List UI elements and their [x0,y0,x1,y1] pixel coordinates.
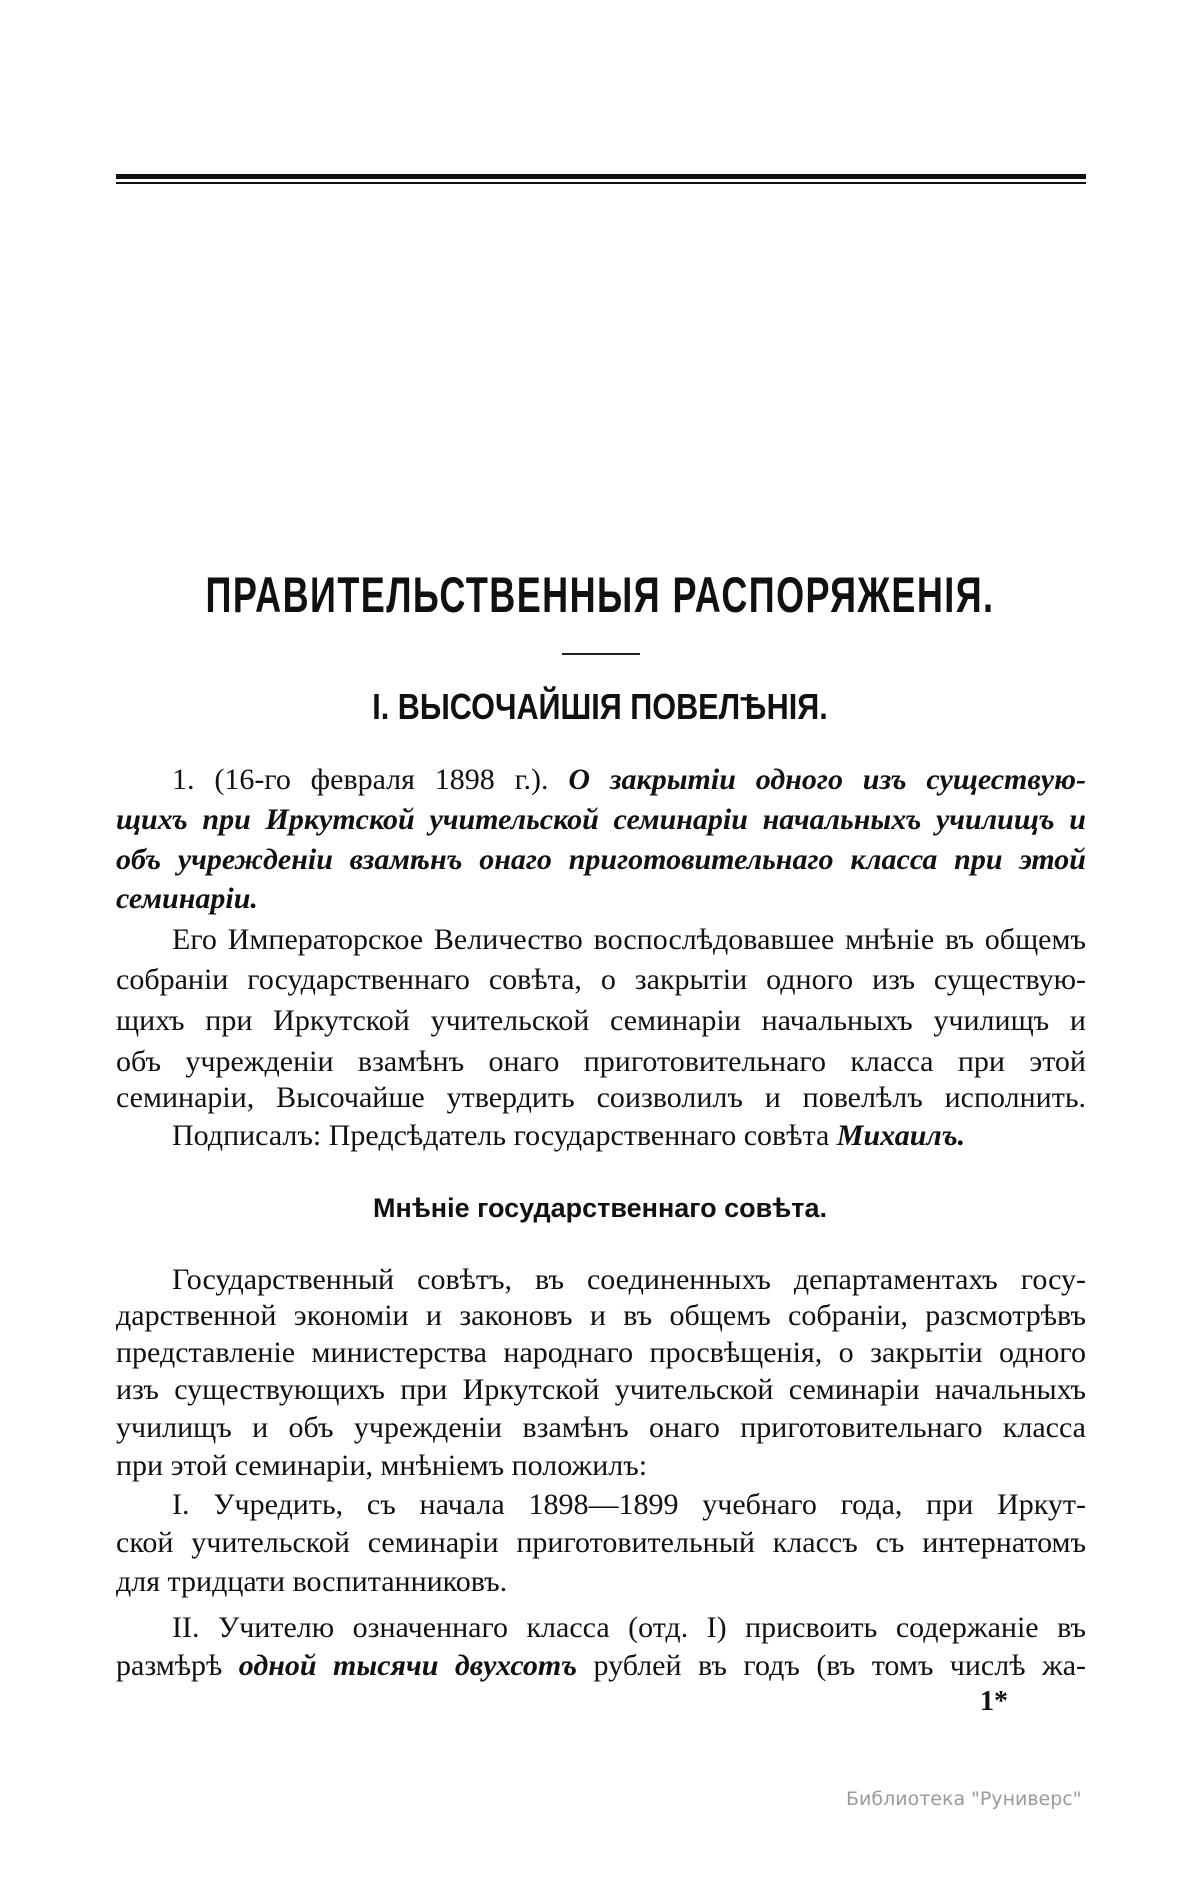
text-line [116,1564,1086,1600]
text-line [116,1648,1086,1684]
text-line [172,1118,1086,1154]
text-segment: Подписалъ: Предсѣдатель государственнаго совѣта [172,1119,837,1152]
text-segment: объ учрежденіи взамѣнъ онаго приготовительнаго класса при этой [116,1045,1086,1078]
text-segment: размѣрѣ [116,1649,239,1682]
text-segment: собраніи государственнаго совѣта, о закрытіи одного изъ существую- [116,963,1086,996]
text-line [116,1410,1086,1446]
text-line [172,922,1086,958]
text-line [116,1044,1086,1080]
italic-text: Михаилъ. [836,1119,966,1152]
text-segment: Его Императорское Величество воспослѣдовавшее мнѣніе въ общемъ [172,923,1086,956]
text-line [116,802,1086,838]
text-segment: дарственной экономіи и законовъ и въ общемъ собраніи, разсмотрѣвъ [116,1299,1086,1332]
text-segment: при этой семинаріи, мнѣніемъ положилъ: [116,1449,648,1482]
text-segment: ской учительской семинаріи приготовительный классъ съ интернатомъ [116,1526,1086,1559]
text-line [172,762,1086,798]
italic-text: объ учрежденіи взамѣнъ онаго приготовительнаго класса при этой [116,843,1086,876]
text-line [116,1525,1086,1561]
text-segment: I. Учредить, съ начала 1898—1899 учебнаго года, при Иркут- [172,1488,1086,1521]
page-title: ПРАВИТЕЛЬСТВЕННЫЯ РАСПОРЯЖЕНІЯ. [205,567,995,623]
text-line [116,1335,1086,1371]
text-line [116,1372,1086,1408]
italic-text: О закрытіи одного изъ существую- [568,763,1086,796]
italic-text: семинаріи. [116,882,258,915]
top-rule-thick [116,174,1086,179]
text-segment: щихъ при Иркутской учительской семинаріи начальныхъ училищъ и [116,1004,1086,1037]
text-line [116,1080,1086,1116]
text-segment: представленіе министерства народнаго просвѣщенія, о закрытіи одного [116,1336,1086,1369]
page-number: 1* [980,1686,1008,1717]
italic-text: одной тысячи двухсотъ [238,1649,578,1682]
text-line [116,1298,1086,1334]
text-segment: II. Учителю означеннаго класса (отд. I) присвоить содержаніе въ [172,1611,1086,1644]
text-line [172,1262,1086,1298]
text-segment: семинаріи, Высочайше утвердить соизволилъ и повелѣлъ исполнить. [116,1081,1086,1114]
subsection-heading: Мнѣніе государственнаго совѣта. [373,1193,827,1223]
text-segment: Государственный совѣтъ, въ соединенныхъ департаментахъ госу- [172,1263,1086,1296]
text-segment: для тридцати воспитанниковъ. [116,1565,508,1598]
text-segment: училищъ и объ учрежденіи взамѣнъ онаго приготовительнаго класса [116,1411,1086,1444]
section-heading: I. ВЫСОЧАЙШІЯ ПОВЕЛѢНІЯ. [372,686,828,727]
text-line [116,881,1086,917]
text-line [172,1487,1086,1523]
title-divider [562,653,640,655]
text-line [116,1003,1086,1039]
text-line [116,962,1086,998]
text-segment: рублей въ годъ (въ томъ числѣ жа- [577,1649,1086,1682]
text-line [116,842,1086,878]
italic-text: щихъ при Иркутской учительской семинаріи начальныхъ училищъ и [116,803,1086,836]
text-segment: изъ существующихъ при Иркутской учительской семинаріи начальныхъ [116,1373,1086,1406]
text-segment: 1. (16-го февраля 1898 г.). [172,763,569,796]
top-rule-thin [116,182,1086,184]
text-line [172,1610,1086,1646]
watermark: Библиотека "Руниверс" [846,1788,1082,1810]
text-line [116,1448,1086,1484]
